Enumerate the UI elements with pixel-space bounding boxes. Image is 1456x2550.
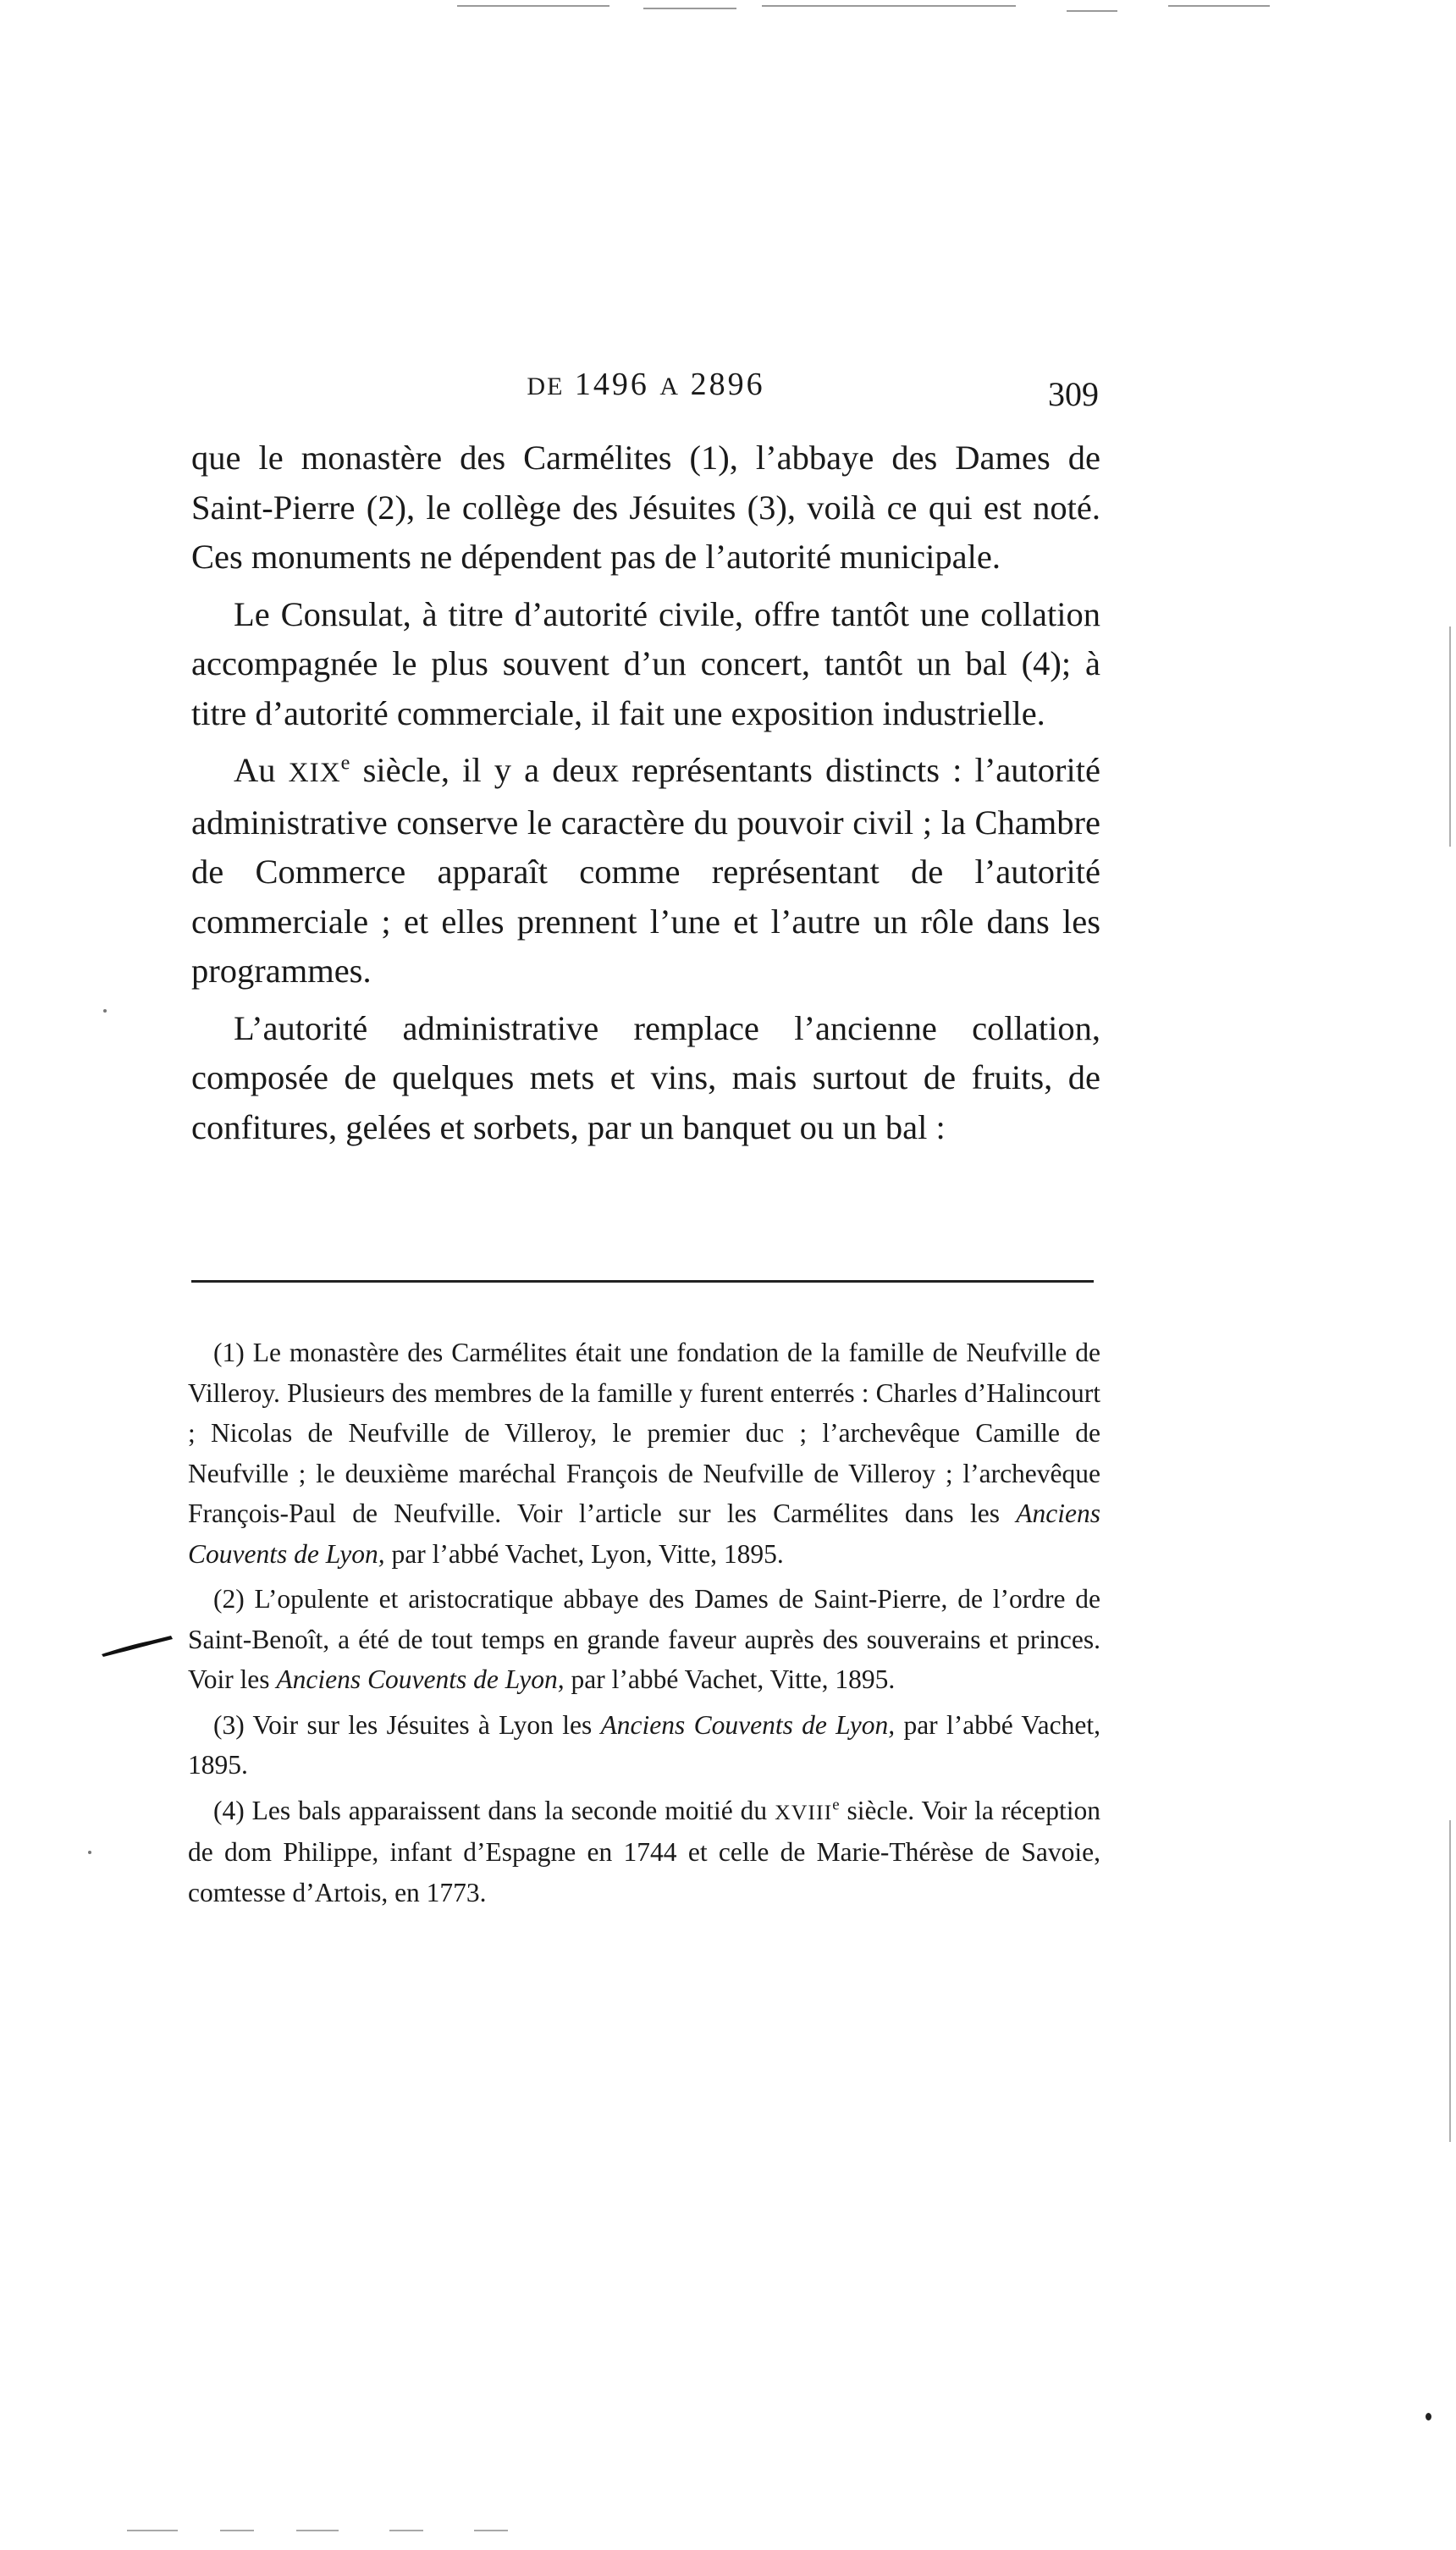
- footnote-1: [188, 1333, 1100, 1574]
- page-number: 309: [1048, 375, 1099, 413]
- running-head-mid: A: [659, 373, 681, 400]
- footnote-4-century: XVIII: [775, 1799, 833, 1824]
- margin-speck: [103, 1009, 107, 1013]
- scan-bottom-line: [389, 2530, 423, 2531]
- footnote-separator: [191, 1280, 1094, 1283]
- margin-speck: [88, 1851, 91, 1854]
- main-text: [191, 433, 1100, 1160]
- paragraph-3-start: Au: [234, 751, 289, 789]
- footnote-3-end: par l’abbé Vachet, 1895.: [188, 1709, 1100, 1780]
- running-head-year-start: 1496: [574, 367, 649, 402]
- scan-bottom-line: [474, 2530, 508, 2531]
- scan-edge-line: [643, 8, 736, 9]
- paragraph-3: [191, 746, 1100, 996]
- footnote-4-end: siècle. Voir la réception de dom Philippe, infant d’Espagne en 1744 et celle de Marie-Thérèse de Savoie, comtesse d’Artois, en 1773.: [188, 1795, 1100, 1907]
- paragraph-4: L’autorité administrative remplace l’ancienne collation, composée de quelques mets et vins, mais surtout de fruits, de confitures, gelées et sorbets, par un banquet ou un bal :: [191, 1008, 1100, 1146]
- scan-bottom-line: [220, 2530, 254, 2531]
- footnote-2-end: par l’abbé Vachet, Vitte, 1895.: [564, 1664, 896, 1694]
- scan-bottom-line: [127, 2530, 178, 2531]
- running-head-title: [193, 366, 1099, 403]
- scan-edge-line: [457, 5, 609, 7]
- footnote-4: [188, 1791, 1100, 1913]
- scan-right-edge: [1449, 1820, 1451, 2142]
- paragraph-3-rest: siècle, il y a deux représentants distincts : l’autorité administrative conserve le caractère du pouvoir civil ; la Chambre de Commerce apparaît comme représentant de l’autorité commerciale ; et elles prennent l’une et l’autre un rôle dans les programmes.: [191, 751, 1100, 990]
- scan-edge-line: [762, 5, 1016, 7]
- footnote-4-text: (4) Les bals apparaissent dans la seconde moitié du: [213, 1795, 775, 1825]
- footnote-3: [188, 1705, 1100, 1786]
- pen-mark-icon: [100, 1632, 174, 1658]
- footnote-3-title: Anciens Couvents de Lyon,: [600, 1709, 896, 1740]
- footnote-1-text: (1) Le monastère des Carmélites était une fondation de la famille de Neufville de Villeroy. Plusieurs des membres de la famille y furent enterrés : Charles d’Halincourt ; Nicolas de Neufville de Villeroy, le premier duc ; l’archevêque Camille de Neufville ; le deuxième maréchal François de Neufville de Villeroy ; l’archevêque François-Paul de Neufville. Voir l’article sur les Carmélites dans les: [188, 1338, 1100, 1528]
- footnote-2-text: (2) L’opulente et aristocratique abbaye des Dames de Saint-Pierre, de l’ordre de Saint-Benoît, a été de tout temps en grande faveur auprès des souverains et princes. Voir les: [188, 1584, 1100, 1694]
- footnote-2: [188, 1579, 1100, 1700]
- century-superscript: e: [340, 751, 350, 775]
- paragraph-1: que le monastère des Carmélites (1), l’abbaye des Dames de Saint-Pierre (2), le collège des Jésuites (3), voilà ce qui est noté. Ces monuments ne dépendent pas de l’autorité municipale.: [191, 439, 1100, 576]
- margin-speck: [1426, 2413, 1431, 2420]
- running-head-year-end: 2896: [690, 367, 765, 402]
- footnote-1-title: Anciens Couvents de Lyon,: [188, 1499, 1100, 1569]
- scan-right-edge: [1449, 626, 1451, 847]
- footnotes: [188, 1333, 1100, 1918]
- scan-edge-line: [1067, 10, 1117, 12]
- running-head-prefix: DE: [527, 373, 565, 400]
- footnote-2-title: Anciens Couvents de Lyon,: [276, 1664, 565, 1694]
- century-numeral: XIX: [288, 757, 341, 788]
- paragraph-2: Le Consulat, à titre d’autorité civile, offre tantôt une collation accompagnée le plus souvent d’un concert, tantôt un bal (4); à titre d’autorité commerciale, il fait une exposition industrielle.: [191, 594, 1100, 732]
- footnote-3-text: (3) Voir sur les Jésuites à Lyon les: [213, 1709, 601, 1740]
- footnote-1-end: par l’abbé Vachet, Lyon, Vitte, 1895.: [384, 1538, 784, 1569]
- scan-edge-line: [1168, 5, 1270, 7]
- scan-bottom-line: [296, 2530, 339, 2531]
- running-header: [193, 366, 1099, 417]
- footnote-4-century-superscript: e: [832, 1796, 840, 1813]
